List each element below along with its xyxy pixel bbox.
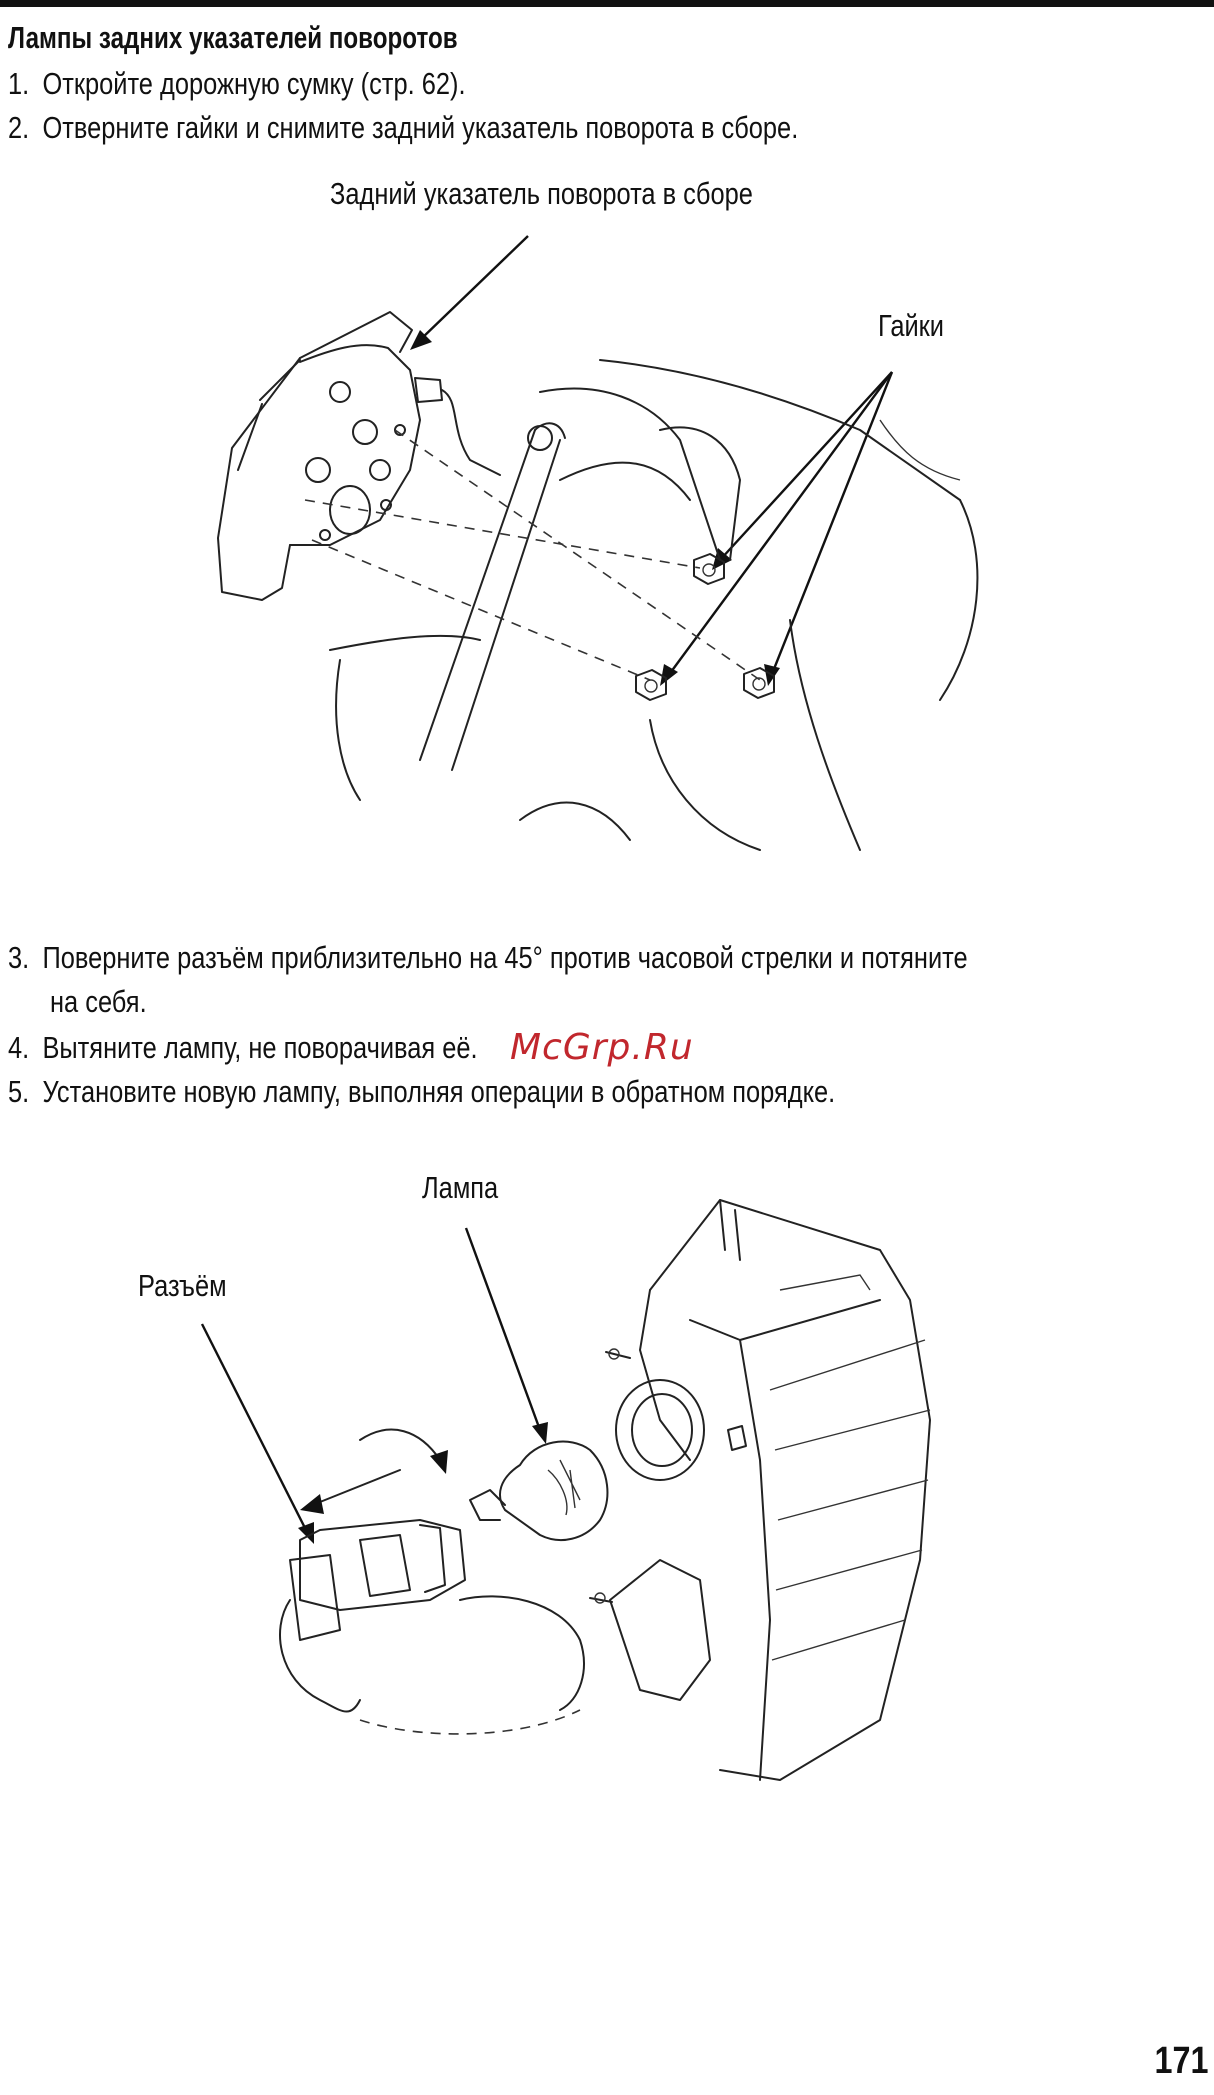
label-nuts: Гайки [878, 308, 944, 343]
step-text: Вытяните лампу, не поворачивая её. [42, 1030, 478, 1065]
label-turn-signal-assembly: Задний указатель поворота в сборе [330, 176, 753, 211]
step-text: Отверните гайки и снимите задний указатель поворота в сборе. [42, 110, 799, 145]
label-connector: Разъём [138, 1268, 227, 1303]
step-3 [8, 940, 968, 976]
step-4 [8, 1030, 478, 1066]
turn-signal-removal-illustration [0, 220, 1214, 860]
step-text: Установите новую лампу, выполняя операции в обратном порядке. [42, 1074, 836, 1109]
step-2 [8, 110, 798, 146]
step-1 [8, 66, 466, 102]
step-number: 2. [8, 110, 30, 145]
watermark: McGrp.Ru [510, 1027, 694, 1068]
step-number: 4. [8, 1030, 30, 1065]
step-number: 5. [8, 1074, 30, 1109]
step-number: 1. [8, 66, 30, 101]
step-text: Откройте дорожную сумку (стр. 62). [42, 66, 466, 101]
label-bulb: Лампа [422, 1170, 499, 1205]
step-3-continuation: на себя. [50, 984, 147, 1019]
step-number: 3. [8, 940, 30, 975]
page-number: 171 [1154, 2040, 1208, 2082]
bulb-replacement-illustration [0, 1180, 1214, 1800]
step-5 [8, 1074, 835, 1110]
top-rule [0, 0, 1214, 7]
step-text: Поверните разъём приблизительно на 45° против часовой стрелки и потяните [42, 940, 968, 975]
section-heading: Лампы задних указателей поворотов [8, 20, 458, 55]
